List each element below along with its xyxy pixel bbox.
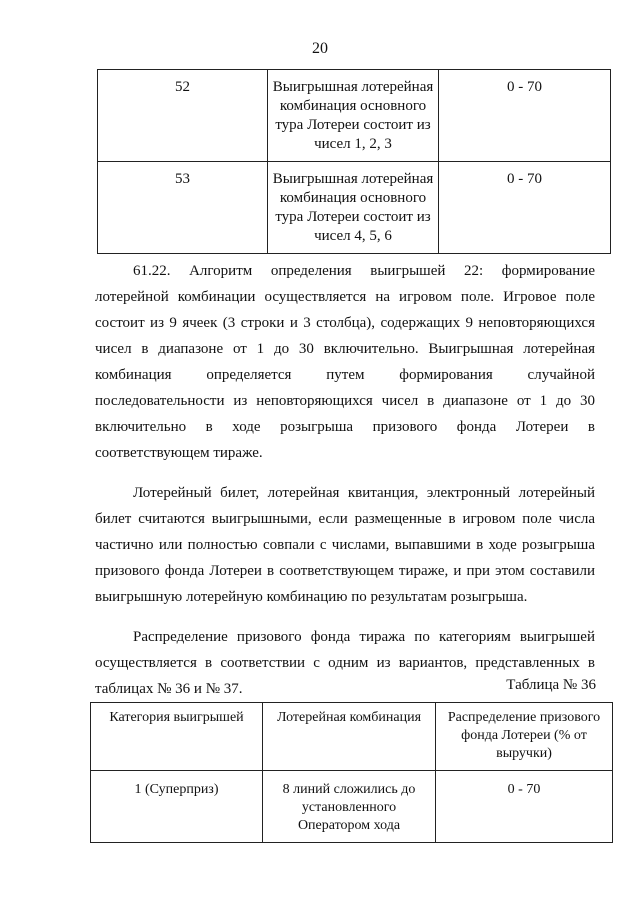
table-row	[98, 70, 611, 162]
table-row	[98, 162, 611, 254]
table-header-row	[91, 703, 613, 771]
distribution-cell: 0 - 70	[439, 162, 611, 254]
paragraph-winning-tickets: Лотерейный билет, лотерейная квитанция, электронный лотерейный билет считаются выигрышными, если размещенные в игровом поле числа частично или полностью совпали с числами, выпавшими в ходе розыгрыша призового фонда Лотереи в соответствующем тираже, и при этом составили выигрышную лотерейную комбинацию по результатам розыгрыша.	[95, 485, 595, 605]
table-caption: Таблица № 36	[506, 677, 596, 693]
category-cell: 1 (Суперприз)	[91, 771, 263, 843]
prize-table-continued	[97, 69, 611, 254]
row-number-cell: 52	[98, 70, 268, 162]
header-category: Категория выигрышей	[91, 703, 263, 771]
header-distribution: Распределение призового фонда Лотереи (% от выручки)	[436, 703, 613, 771]
combination-cell: 8 линий сложились до установленного Оператором хода	[263, 771, 436, 843]
body-text	[95, 258, 595, 716]
table-36	[90, 702, 613, 843]
paragraph-distribution: Распределение призового фонда тиража по категориям выигрышей осуществляется в соответствии с одним из вариантов, представленных в таблицах № 36 и № 37.	[95, 629, 595, 697]
distribution-cell: 0 - 70	[439, 70, 611, 162]
header-combination: Лотерейная комбинация	[263, 703, 436, 771]
paragraph-algorithm: 61.22. Алгоритм определения выигрышей 22: формирование лотерейной комбинации осуществляется на игровом поле. Игровое поле состоит из 9 ячеек (3 строки и 3 столбца), содержащих 9 неповторяющихся чисел в диапазоне от 1 до 30 включительно. Выигрышная лотерейная комбинация определяется путем формирования случайной последовательности из неповторяющихся чисел в диапазоне от 1 до 30 включительно в ходе розыгрыша призового фонда Лотереи в соответствующем тираже.	[95, 263, 595, 461]
row-number-cell: 53	[98, 162, 268, 254]
distribution-cell: 0 - 70	[436, 771, 613, 843]
page-number: 20	[312, 40, 328, 57]
table-row	[91, 771, 613, 843]
combination-cell: Выигрышная лотерейная комбинация основного тура Лотереи состоит из чисел 4, 5, 6	[268, 162, 439, 254]
combination-cell: Выигрышная лотерейная комбинация основного тура Лотереи состоит из чисел 1, 2, 3	[268, 70, 439, 162]
